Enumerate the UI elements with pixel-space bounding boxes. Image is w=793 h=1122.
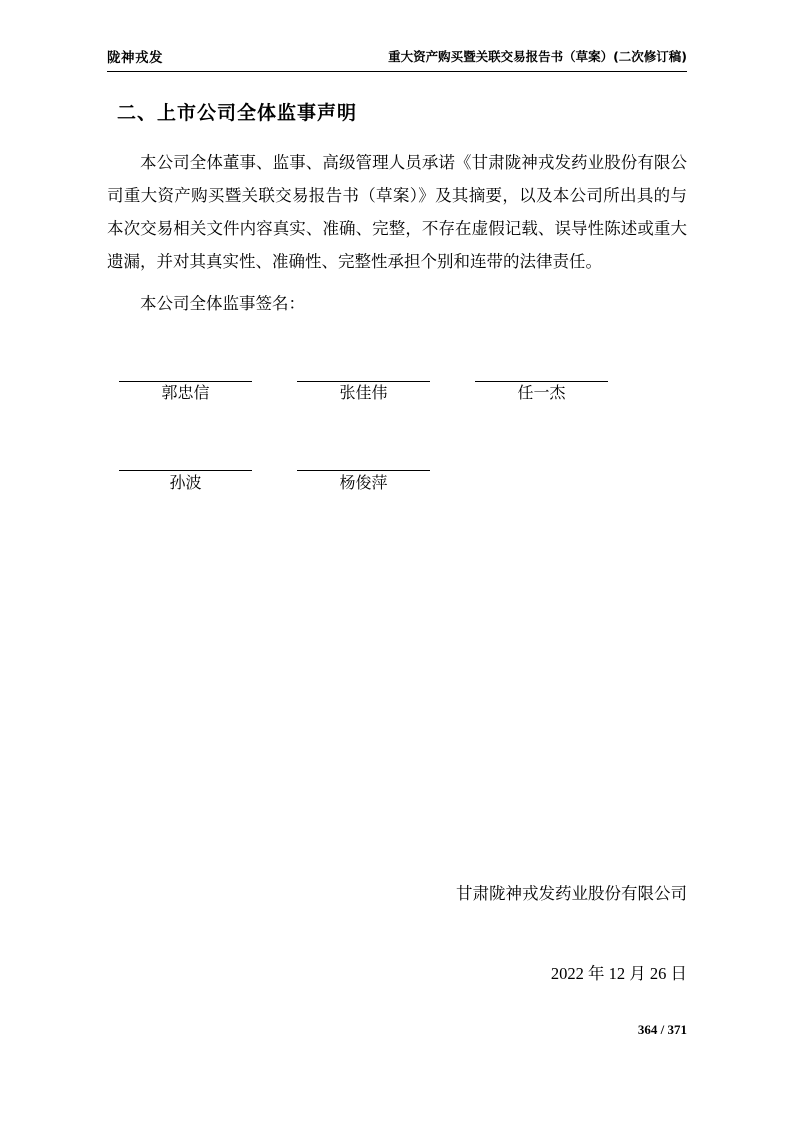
page-number: 364 / 371 (637, 1022, 687, 1037)
signatory-name: 杨俊萍 (339, 475, 388, 492)
signatory-name: 张佳伟 (339, 385, 388, 402)
signatory-name: 任一杰 (517, 385, 566, 402)
signatory-name: 郭忠信 (161, 385, 210, 402)
page-content (107, 0, 687, 1122)
signatory-name: 孙波 (169, 475, 202, 492)
page-header (107, 46, 687, 72)
section-heading: 二、上市公司全体监事声明 (117, 102, 358, 124)
document-date: 2022 年 12 月 26 日 (550, 964, 687, 983)
header-company-short-name: 陇神戎发 (107, 50, 163, 66)
header-document-title: 重大资产购买暨关联交易报告书（草案）(二次修订稿) (388, 49, 687, 64)
issuing-company-name: 甘肃陇神戎发药业股份有限公司 (456, 884, 687, 903)
statement-paragraph: 本公司全体董事、监事、高级管理人员承诺《甘肃陇神戎发药业股份有限公司重大资产购买暨关联交易报告书（草案）》及其摘要，以及本公司所出具的与本次交易相关文件内容真实、准确、完整，不存在虚假记载、误导性陈述或重大遗漏，并对其真实性、准确性、完整性承担个别和连带的法律责任。 (107, 153, 687, 271)
signature-prompt-paragraph: 本公司全体监事签名： (140, 294, 305, 313)
